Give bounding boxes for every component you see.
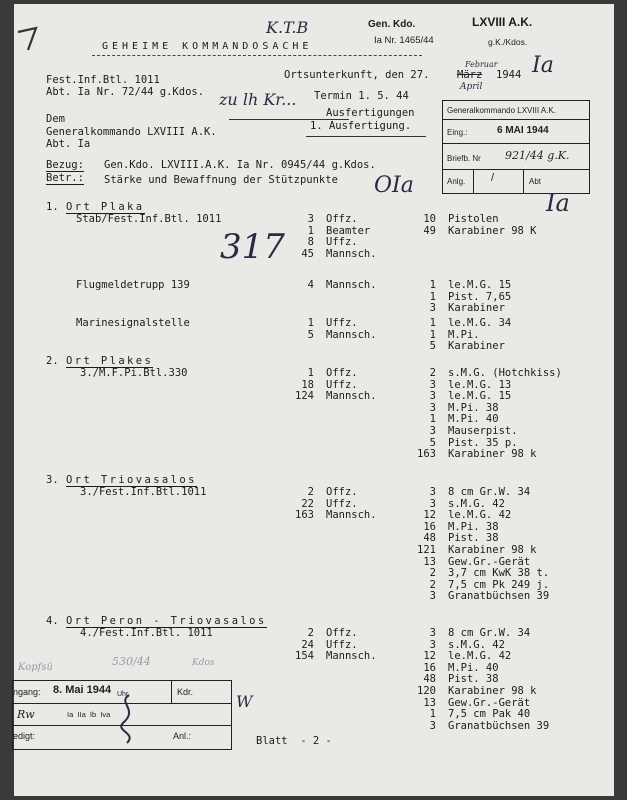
weapon-type: Karabiner 98 K	[448, 224, 537, 237]
handwritten-317: 317	[220, 227, 285, 267]
weapon-type: le.M.G. 15	[448, 390, 512, 403]
betreff-label: Betr.:	[46, 172, 84, 184]
weapon-count: 120	[417, 685, 436, 697]
weapon-count: 1	[429, 279, 436, 291]
weapon-type: Karabiner	[448, 302, 505, 315]
page-number: Blatt - 2 -	[256, 735, 332, 747]
weapon-count: 3	[429, 719, 436, 732]
weapon-type: Mauserpist.	[448, 425, 518, 437]
year: 1944	[496, 69, 522, 81]
weapon-type: Pist. 38	[448, 673, 499, 686]
weapon-count: 13	[423, 696, 436, 709]
stamp-eing-label: Eing.:	[447, 128, 468, 137]
weapon-type: Pistolen	[448, 213, 499, 225]
personnel-count: 18	[301, 378, 314, 391]
weapon-count: 1	[429, 328, 436, 341]
sender-unit: Fest.Inf.Btl. 1011	[46, 74, 160, 86]
weapon-type: le.M.G. 42	[448, 509, 512, 522]
weapon-type: le.M.G. 15	[448, 279, 512, 291]
gen-kdo-stamp: Gen. Kdo.	[368, 19, 416, 30]
ia-handwriting-right: Ia	[546, 189, 570, 217]
personnel-count: 3	[307, 213, 314, 225]
weapon-type: 8 cm Gr.W. 34	[448, 627, 531, 639]
ktb-handwriting: K.T.B	[266, 18, 309, 37]
personnel-count: 1	[307, 367, 314, 379]
personnel-rank: Beamter	[326, 224, 371, 237]
entry-kdr-label: Kdr.	[177, 687, 194, 697]
signature-handwriting: zu lh Kr...	[219, 90, 297, 109]
weapon-count: 5	[429, 340, 436, 353]
unit-name: 3./Fest.Inf.Btl.1011	[80, 486, 207, 498]
personnel-rank: Uffz.	[326, 236, 358, 249]
weapon-count: 3	[429, 401, 436, 414]
section-place: Ort Triovasalos	[66, 474, 197, 486]
weapon-count: 3	[429, 302, 436, 315]
personnel-rank: Mannsch.	[326, 328, 377, 341]
weapon-count: 3	[429, 425, 436, 437]
month-struck: März	[457, 69, 483, 81]
weapon-count: 3	[429, 390, 436, 403]
personnel-rank: Uffz.	[326, 638, 358, 651]
personnel-count: 1	[307, 224, 314, 237]
personnel-rank: Offz.	[326, 213, 358, 225]
weapon-type: le.M.G. 34	[448, 317, 512, 329]
weapon-type: Karabiner 98 k	[448, 685, 537, 697]
personnel-rank: Mannsch.	[326, 390, 377, 403]
entry-scribble-icon	[109, 693, 145, 745]
unit-name: Flugmeldetrupp 139	[76, 279, 190, 291]
weapon-type: Pist. 35 p.	[448, 436, 518, 449]
weapon-count: 48	[423, 673, 436, 686]
weapon-count: 1	[429, 317, 436, 329]
month-correction-top: Februar	[465, 60, 498, 69]
section-number: 1.	[46, 201, 59, 213]
weapon-count: 3	[429, 590, 436, 603]
corps-stamp: LXVIII A.K.	[472, 15, 533, 29]
month-correction: April	[460, 82, 483, 92]
recipient-line-1: Dem	[46, 113, 65, 125]
sender-reference: Abt. Ia Nr. 72/44 g.Kdos.	[46, 86, 205, 98]
section-number: 2.	[46, 355, 59, 367]
weapon-count: 12	[423, 509, 436, 522]
weapon-type: s.M.G. (Hotchkiss)	[448, 367, 562, 379]
termin: Termin 1. 5. 44	[314, 90, 409, 102]
gkdos-stamp: g.K./Kdos.	[488, 37, 528, 47]
weapon-count: 16	[423, 661, 436, 674]
entry-row2-label: Rw	[17, 708, 35, 721]
weapon-type: Karabiner 98 k	[448, 544, 537, 556]
section-place: Ort Peron - Triovasalos	[66, 615, 267, 627]
personnel-count: 22	[301, 497, 314, 510]
weapon-type: M.Pi.	[448, 328, 480, 341]
personnel-rank: Uffz.	[326, 317, 358, 329]
weapon-type: 3,7 cm KwK 38 t.	[448, 567, 550, 580]
weapon-count: 10	[423, 213, 436, 225]
weapon-count: 49	[423, 224, 436, 237]
personnel-count: 1	[307, 317, 314, 329]
entry-label: ngang:	[13, 687, 41, 697]
unit-name: Stab/Fest.Inf.Btl. 1011	[76, 213, 222, 225]
weapon-count: 2	[429, 567, 436, 580]
stamp-briefb-label: Briefb. Nr	[447, 154, 481, 163]
weapon-count: 48	[423, 532, 436, 545]
weapon-type: 7,5 cm Pak 40	[448, 708, 531, 721]
secret-banner: GEHEIME KOMMANDOSACHE	[102, 41, 313, 52]
ia-number: Ia Nr. 1465/44	[374, 35, 434, 46]
weapon-type: M.Pi. 40	[448, 661, 499, 674]
section-number: 4.	[46, 615, 59, 627]
weapon-type: Pist. 38	[448, 532, 499, 545]
personnel-count: 45	[301, 247, 314, 260]
unit-name: 4./Fest.Inf.Btl. 1011	[80, 627, 213, 639]
recipient-line-2: Generalkommando LXVIII A.K.	[46, 126, 217, 138]
section-place: Ort Plakes	[66, 355, 154, 367]
weapon-count: 163	[417, 448, 436, 461]
corner-mark-icon	[14, 18, 54, 52]
stamp-briefb-value: 921/44 g.K.	[505, 149, 570, 162]
weapon-type: Karabiner 98 k	[448, 448, 537, 461]
weapon-type: M.Pi. 38	[448, 520, 499, 533]
personnel-count: 4	[307, 279, 314, 291]
personnel-count: 154	[295, 650, 314, 663]
section-number: 3.	[46, 474, 59, 486]
weapon-type: Gew.Gr.-Gerät	[448, 696, 531, 709]
handwritten-w: W	[236, 692, 253, 711]
weapon-type: le.M.G. 42	[448, 650, 512, 663]
weapon-count: 2	[429, 578, 436, 591]
weapon-count: 1	[429, 413, 436, 426]
weapon-type: le.M.G. 13	[448, 378, 512, 391]
received-stamp	[442, 100, 590, 194]
weapon-type: Granatbüchsen 39	[448, 719, 550, 732]
weapon-count: 3	[429, 497, 436, 510]
stamp-eing-value: 6 MAI 1944	[497, 125, 549, 136]
weapon-type: Pist. 7,65	[448, 290, 512, 303]
personnel-count: 163	[295, 509, 314, 522]
stamp-abt-label: Abt	[529, 177, 542, 186]
weapon-type: s.M.G. 42	[448, 497, 505, 510]
personnel-rank: Mannsch.	[326, 247, 377, 260]
stamp-anlg-label: Anlg.	[447, 177, 466, 186]
faint-stamp-text-2: 530/44	[112, 655, 151, 668]
bezug-label: Bezug:	[46, 159, 84, 171]
entry-uhr: Uhr,	[117, 691, 130, 698]
personnel-count: 124	[295, 390, 314, 403]
stamp-anlg-value: /	[491, 172, 495, 184]
weapon-type: s.M.G. 42	[448, 638, 505, 651]
weapon-type: 7,5 cm Pk 249 j.	[448, 578, 550, 591]
weapon-count: 5	[429, 436, 436, 449]
copy-number: 1. Ausfertigung.	[310, 120, 412, 132]
oia-handwriting: OIa	[374, 173, 414, 198]
weapon-count: 3	[429, 486, 436, 498]
personnel-rank: Mannsch.	[326, 650, 377, 663]
unit-name: 3./M.F.Pi.Btl.330	[80, 367, 188, 379]
weapon-count: 1	[429, 708, 436, 721]
weapon-count: 12	[423, 650, 436, 663]
personnel-count: 8	[307, 236, 314, 249]
weapon-type: Gew.Gr.-Gerät	[448, 555, 531, 568]
personnel-count: 5	[307, 328, 314, 341]
section-place: Ort Plaka	[66, 201, 145, 213]
bezug-text: Gen.Kdo. LXVIII.A.K. Ia Nr. 0945/44 g.Kdos.	[104, 159, 376, 171]
faint-stamp-text-1: Kopfsü	[18, 662, 53, 673]
banner-underline	[92, 55, 422, 56]
personnel-count: 2	[307, 486, 314, 498]
entry-anl-label: Anl.:	[173, 731, 192, 741]
personnel-count: 2	[307, 627, 314, 639]
weapon-type: M.Pi. 40	[448, 413, 499, 426]
personnel-rank: Uffz.	[326, 378, 358, 391]
copies-separator	[306, 136, 426, 137]
personnel-rank: Uffz.	[326, 497, 358, 510]
entry-erledigt-label: edigt:	[13, 731, 36, 741]
weapon-count: 3	[429, 378, 436, 391]
stamp-title: Generalkommando LXVIII A.K.	[447, 106, 556, 115]
faint-stamp-text-3: Kdos	[192, 658, 215, 668]
personnel-rank: Offz.	[326, 627, 358, 639]
personnel-rank: Mannsch.	[326, 509, 377, 522]
weapon-count: 121	[417, 544, 436, 556]
weapon-count: 3	[429, 638, 436, 651]
weapon-count: 16	[423, 520, 436, 533]
entry-row2-marks: Ia IIa Ib Iva	[67, 710, 111, 719]
ia-handwritten-top: Ia	[532, 53, 554, 78]
weapon-count: 1	[429, 290, 436, 303]
betreff-text: Stärke und Bewaffnung der Stützpunkte	[104, 174, 338, 186]
entry-stamp	[12, 680, 232, 750]
weapon-count: 3	[429, 627, 436, 639]
personnel-rank: Mannsch.	[326, 279, 377, 291]
weapon-type: M.Pi. 38	[448, 401, 499, 414]
weapon-type: Karabiner	[448, 340, 505, 353]
personnel-rank: Offz.	[326, 486, 358, 498]
weapon-type: 8 cm Gr.W. 34	[448, 486, 531, 498]
entry-date: 8. Mai 1944	[53, 684, 112, 696]
recipient-line-3: Abt. Ia	[46, 138, 91, 150]
copies-count: Ausfertigungen	[326, 107, 415, 119]
document-page	[14, 4, 614, 796]
unit-name: Marinesignalstelle	[76, 317, 190, 329]
personnel-count: 24	[301, 638, 314, 651]
weapon-type: Granatbüchsen 39	[448, 590, 550, 603]
weapon-count: 13	[423, 555, 436, 568]
place-date: Ortsunterkunft, den 27.	[284, 69, 430, 81]
weapon-count: 2	[429, 367, 436, 379]
personnel-rank: Offz.	[326, 367, 358, 379]
